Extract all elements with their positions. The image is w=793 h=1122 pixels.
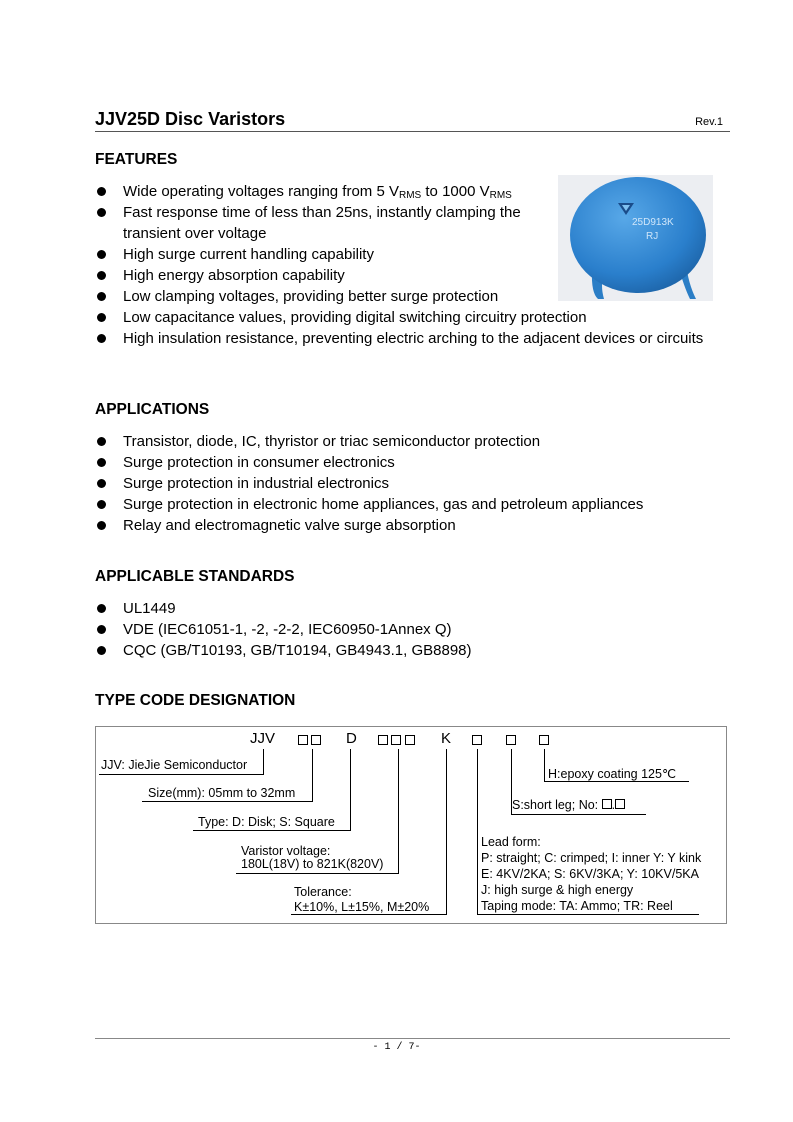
type-code-heading: TYPE CODE DESIGNATION [95, 692, 296, 709]
code-prefix: JJV [250, 730, 276, 747]
lead-form-box [472, 734, 482, 748]
tolerance-label-line2: K±10%, L±15%, M±20% [294, 900, 430, 914]
tolerance-label-line1: Tolerance: [294, 885, 352, 899]
coating-box [539, 734, 549, 748]
applications-heading: APPLICATIONS [95, 401, 210, 418]
voltage-label-line1: Varistor voltage: [241, 844, 331, 858]
document-title: JJV25D Disc Varistors [95, 109, 286, 129]
list-item: High insulation resistance, preventing electric arching to the adjacent devices or circuits [95, 328, 725, 349]
connector-line [236, 873, 399, 874]
type-code-diagram [95, 726, 727, 924]
connector-line [291, 914, 447, 915]
list-item: UL1449 [95, 598, 725, 619]
header-divider [95, 131, 730, 132]
connector-line [263, 749, 264, 774]
standards-heading: APPLICABLE STANDARDS [95, 568, 295, 585]
connector-line [511, 814, 646, 815]
connector-line [477, 749, 478, 914]
size-label: Size(mm): 05mm to 32mm [148, 786, 296, 800]
disc-varistor-image [558, 175, 713, 301]
connector-line [350, 749, 351, 830]
footer-divider [95, 1038, 730, 1039]
svg-text:RJ: RJ [646, 231, 659, 242]
list-item: High surge current handling capability [95, 244, 725, 265]
list-item: Surge protection in electronic home appliances, gas and petroleum appliances [95, 494, 725, 515]
varistor-photo [558, 175, 713, 301]
code-k: K [441, 730, 452, 747]
list-item: Low clamping voltages, providing better surge protection [95, 286, 725, 307]
page-number: - 1 / 7- [372, 1042, 421, 1053]
standards-list [95, 598, 725, 661]
voltage-label-line2: 180L(18V) to 821K(820V) [241, 857, 384, 871]
coating-label: H:epoxy coating 125℃ [548, 767, 677, 781]
voltage-boxes [378, 734, 415, 748]
list-item: Relay and electromagnetic valve surge absorption [95, 515, 725, 536]
list-item: VDE (IEC61051-1, -2, -2-2, IEC60950-1Annex Q) [95, 619, 725, 640]
svg-text:25D913K: 25D913K [632, 217, 674, 228]
type-label: Type: D: Disk; S: Square [198, 815, 335, 829]
connector-line [312, 749, 313, 801]
list-item: Low capacitance values, providing digital switching circuitry protection [95, 307, 725, 328]
short-leg-label: S:short leg; No: . [512, 798, 625, 812]
list-item: CQC (GB/T10193, GB/T10194, GB4943.1, GB8898) [95, 640, 725, 661]
list-item: Surge protection in industrial electronics [95, 473, 725, 494]
jjv-label: JJV: JieJie Semiconductor [101, 758, 248, 772]
connector-line [446, 749, 447, 914]
connector-line [477, 914, 699, 915]
connector-line [142, 801, 313, 802]
connector-line [544, 749, 545, 781]
size-boxes [298, 734, 321, 748]
list-item: Fast response time of less than 25ns, instantly clamping the transient over voltage [95, 202, 553, 244]
list-item: Surge protection in consumer electronics [95, 452, 725, 473]
code-d: D [346, 730, 357, 747]
connector-line [99, 774, 264, 775]
lead-form-label: Lead form: P: straight; C: crimped; I: inner Y: Y kink E: 4KV/2KA; S: 6KV/3KA; Y: 10KV/5KA J: high surge & high energy Taping mode: TA: Ammo; TR: Reel [481, 835, 702, 913]
list-item: Wide operating voltages ranging from 5 $V_{RMS}$ to 1000 $V_{RMS}$ [95, 181, 725, 202]
connector-line [193, 830, 351, 831]
short-leg-box [506, 734, 516, 748]
revision-label: Rev.1 [695, 116, 723, 128]
connector-line [398, 749, 399, 873]
features-heading: FEATURES [95, 151, 178, 168]
list-item: Transistor, diode, IC, thyristor or triac semiconductor protection [95, 431, 725, 452]
connector-line [544, 781, 689, 782]
list-item: High energy absorption capability [95, 265, 725, 286]
applications-list [95, 431, 725, 536]
